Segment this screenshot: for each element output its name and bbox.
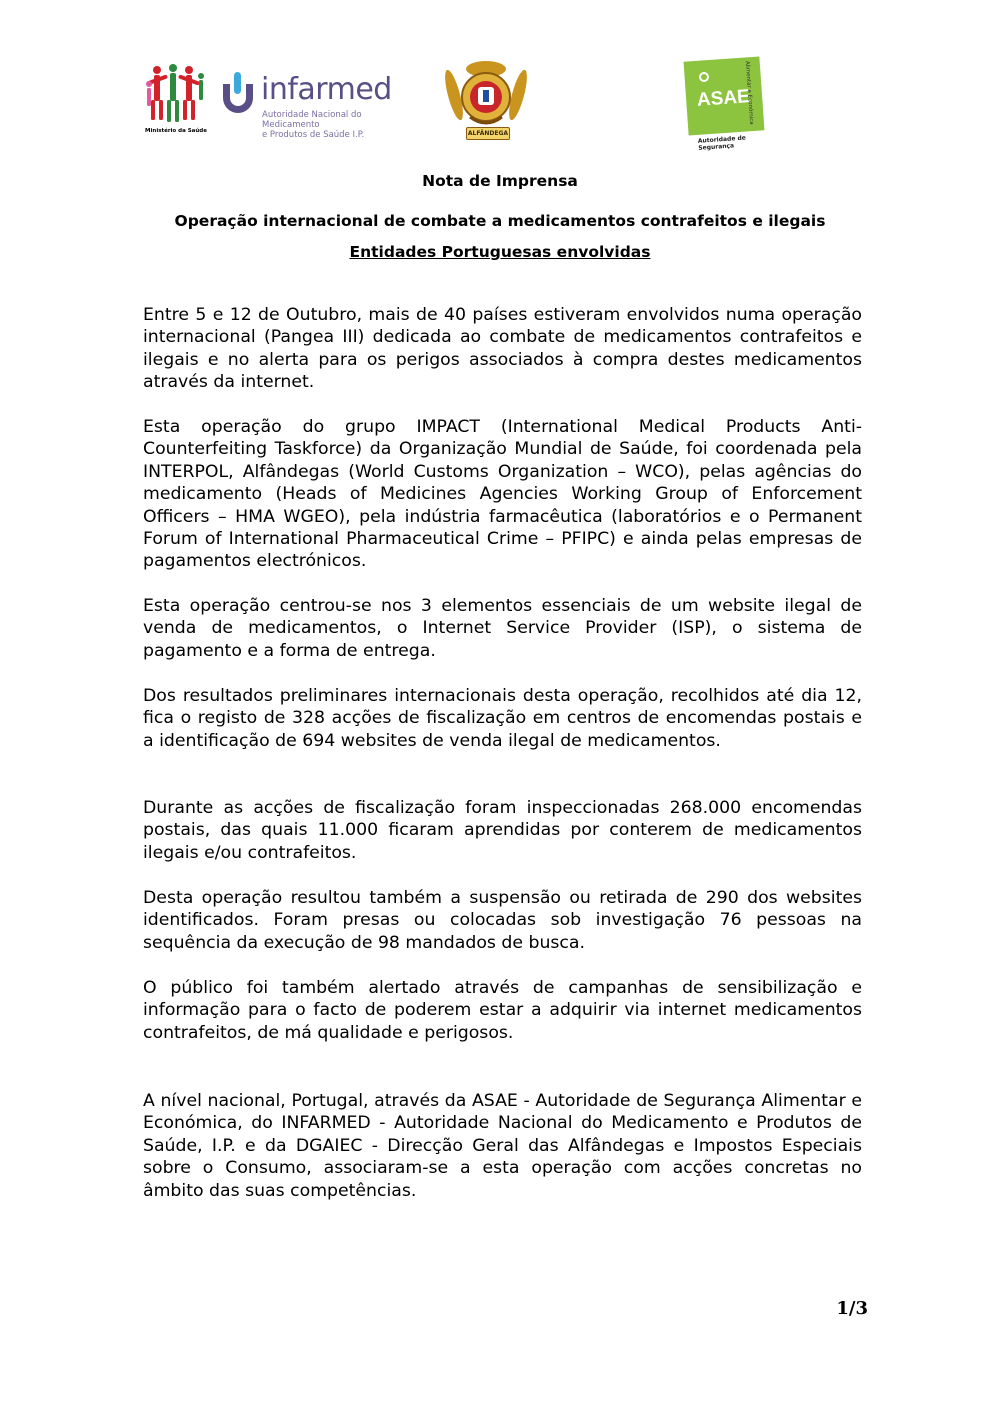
infarmed-subtitle-line1: Autoridade Nacional do Medicamento <box>262 110 362 130</box>
infarmed-emblem-icon <box>217 70 259 118</box>
page-number: 1/3 <box>836 1298 868 1319</box>
paragraph: Entre 5 e 12 de Outubro, mais de 40 países estiveram envolvidos numa operação internacional (Pangea III) dedicada ao combate de medicamentos contrafeitos e ilegais e no alerta para os perigos associados à compra destes medicamentos através da internet. <box>143 305 862 393</box>
infarmed-subtitle <box>262 110 392 140</box>
asae-ring-icon <box>696 69 712 85</box>
document-title: Operação internacional de combate a medicamentos contrafeitos e ilegais <box>174 212 826 230</box>
infarmed-logo <box>217 70 392 140</box>
asae-logo <box>684 55 780 150</box>
infarmed-subtitle-line2: e Produtos de Saúde I.P. <box>262 130 365 140</box>
paragraph: Esta operação centrou-se nos 3 elementos essenciais de um website ilegal de venda de medicamentos, o Internet Service Provider (ISP), o sistema de pagamento e a forma de entrega. <box>143 596 862 661</box>
paragraph: Durante as acções de fiscalização foram inspeccionadas 268.000 encomendas postais, das quais 11.000 ficaram aprendidas por conterem de medicamentos ilegais e/ou contrafeitos. <box>143 798 862 863</box>
paragraph: Desta operação resultou também a suspensão ou retirada de 290 dos websites identificados. Foram presas ou colocadas sob investigação 76 pessoas na sequência da execução de 98 mandados de busca. <box>143 888 862 953</box>
ministerio-saude-logo <box>143 62 209 140</box>
ministerio-caption: Ministério da Saúde <box>145 128 207 134</box>
asae-side-text: Alimentar e Económica <box>743 60 755 125</box>
paragraph: Dos resultados preliminares internacionais desta operação, recolhidos até dia 12, fica o registo de 328 acções de fiscalização em centros de encomendas postais e a identificação de 694 websites de venda ilegal de medicamentos. <box>143 686 862 751</box>
paragraph: A nível nacional, Portugal, através da ASAE - Autoridade de Segurança Alimentar e Económica, do INFARMED - Autoridade Nacional do Medicamento e Produtos de Saúde, I.P. e da DGAIEC - Direcção Geral das Alfândegas e Impostos Especiais sobre o Consumo, associaram-se a esta operação com acções concretas no âmbito das suas competências. <box>143 1091 862 1201</box>
infarmed-name: infarmed <box>261 72 392 107</box>
asae-name: ASAE <box>696 86 751 111</box>
paragraph: O público foi também alertado através de campanhas de sensibilização e informação para o facto de poderem estar a adquirir via internet medicamentos contrafeitos, de má qualidade e perigosos. <box>143 978 862 1043</box>
asae-bottom-text: Autoridade de Segurança <box>697 134 747 152</box>
alfandega-caption: ALFÂNDEGA <box>466 127 510 140</box>
ministerio-figures-icon <box>143 62 209 126</box>
document-label: Nota de Imprensa <box>422 172 578 190</box>
document-subtitle: Entidades Portuguesas envolvidas <box>349 243 651 261</box>
paragraph: Esta operação do grupo IMPACT (International Medical Products Anti-Counterfeiting Taskforce) da Organização Mundial de Saúde, foi coordenada pela INTERPOL, Alfândegas (World Customs Organization – WCO), pelas agências do medicamento (Heads of Medicines Agencies Working Group of Enforcement Officers – HMA WGEO), pela indústria farmacêutica (laboratórios e o Permanent Forum of International Pharmaceutical Crime – PFIPC) e ainda pelas empresas de pagamentos electrónicos. <box>143 417 862 572</box>
alfandega-logo <box>440 55 532 147</box>
